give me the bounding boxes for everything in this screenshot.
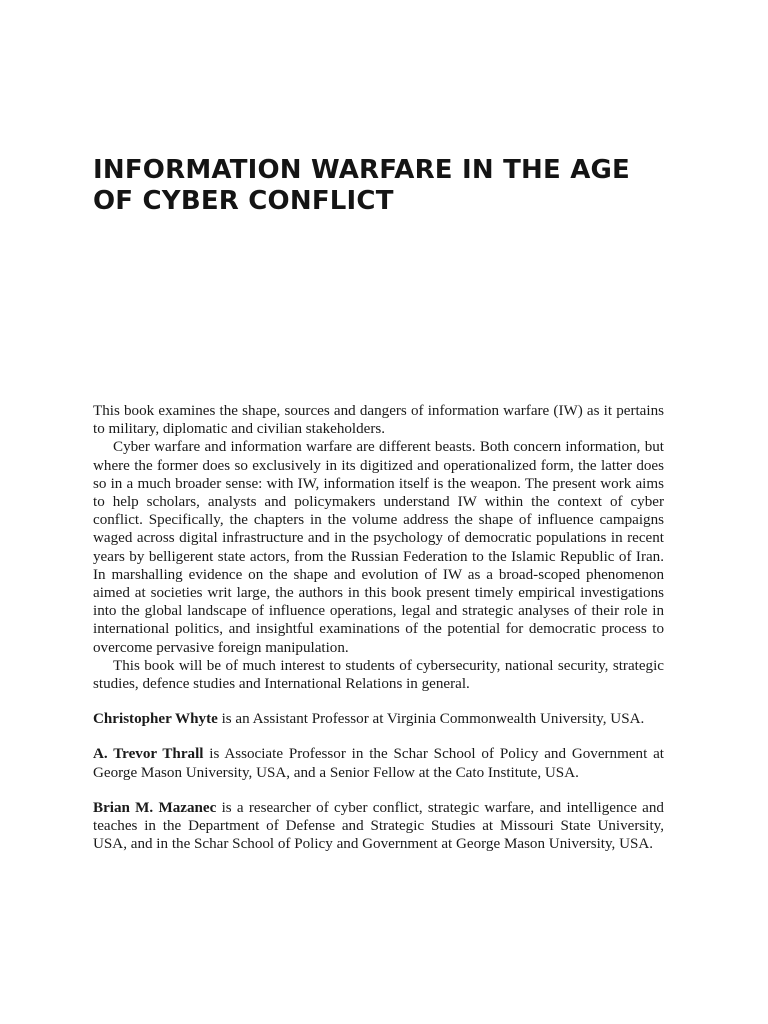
author-bio-text: is an Assistant Professor at Virginia Commonwealth University, USA. — [217, 711, 645, 728]
author-name: Brian M. Mazanec — [93, 799, 217, 816]
author-name: A. Trevor Thrall — [93, 746, 204, 763]
book-title-line-1: INFORMATION WARFARE IN THE AGE — [93, 155, 631, 185]
book-description — [93, 402, 664, 853]
author-bio-whyte — [93, 710, 664, 728]
description-paragraph-3: This book will be of much interest to students of cybersecurity, national security, strategic studies, defence studies and International Relations in general. — [93, 657, 664, 693]
description-paragraph-1: This book examines the shape, sources and dangers of information warfare (IW) as it pertains to military, diplomatic and civilian stakeholders. — [93, 403, 664, 438]
description-paragraph-2: Cyber warfare and information warfare are different beasts. Both concern information, but where the former does so exclusively in its digitized and operationalized form, the latter does so in a much broader sense: with IW, information itself is the weapon. The present work aims to help scholars, analysts and policymakers understand IW within the context of cyber conflict. Specifically, the chapters in the volume address the shape of influence campaigns waged across digital infrastructure and in the psychology of democratic populations in recent years by belligerent state actors, from the Russian Federation to the Islamic Republic of Iran. In marshalling evidence on the shape and evolution of IW as a broad-scoped phenomenon aimed at societies writ large, the authors in this book present timely empirical investigations into the global landscape of influence operations, legal and strategic analyses of their role in international politics, and insightful examinations of the potential for democratic process to overcome pervasive foreign manipulation. — [93, 439, 664, 656]
book-title-line-2: OF CYBER CONFLICT — [93, 186, 394, 216]
author-bio-text: is Associate Professor in the Schar School of Policy and Government at George Mason University, USA, and a Senior Fellow at the Cato Institute, USA. — [93, 746, 664, 781]
author-bio-text: is a researcher of cyber conflict, strategic warfare, and intelligence and teaches in the Department of Defense and Strategic Studies at Missouri State University, USA, and in the Schar School of Policy and Government at George Mason University, USA. — [93, 799, 664, 853]
author-bio-mazanec — [93, 799, 664, 854]
book-title — [93, 155, 693, 217]
author-name: Christopher Whyte — [93, 711, 218, 728]
author-bio-thrall — [93, 745, 664, 781]
